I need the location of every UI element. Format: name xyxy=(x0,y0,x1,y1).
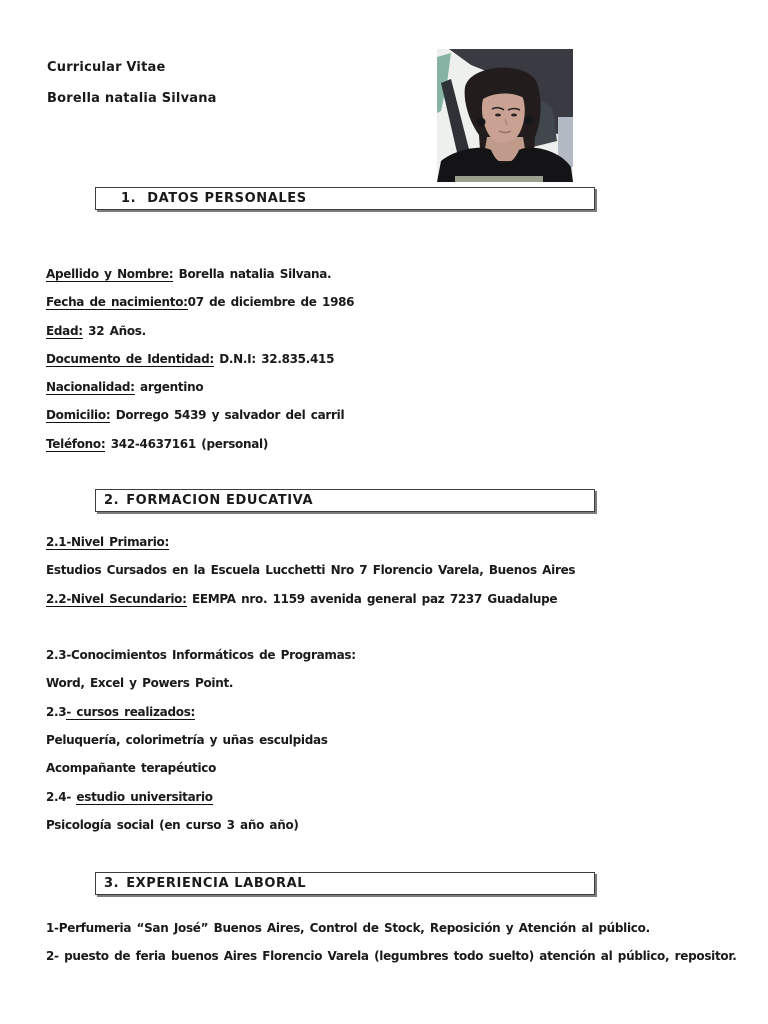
personal-field-row xyxy=(46,373,354,401)
field-label: Nacionalidad: xyxy=(46,380,135,395)
plain-text: 2.3 xyxy=(46,704,67,719)
section-title: EXPERIENCIA LABORAL xyxy=(126,876,307,891)
section-title: FORMACION EDUCATIVA xyxy=(126,493,314,508)
plain-text: 1-Perfumeria “San José” Buenos Aires, Control de Stock, Reposición y Atención al público. xyxy=(46,921,650,935)
author-name: Borella natalia Silvana xyxy=(47,91,217,106)
plain-text: 2.4- xyxy=(46,789,77,804)
section-number: 3. xyxy=(104,876,120,891)
text-line xyxy=(46,754,575,782)
personal-field-row xyxy=(46,345,354,373)
left-earring xyxy=(477,118,486,127)
text-line xyxy=(46,726,575,754)
personal-field-row xyxy=(46,317,354,345)
plain-text: Estudios Cursados en la Escuela Lucchetti Nro 7 Florencio Varela, Buenos Aires xyxy=(46,563,576,578)
underlined-text: - cursos realizados: xyxy=(66,704,196,719)
text-line xyxy=(46,641,575,669)
field-value: Borella natalia Silvana. xyxy=(173,267,332,281)
plain-text: EEMPA nro. 1159 avenida general paz 7237 Guadalupe xyxy=(186,591,558,606)
text-line xyxy=(46,942,737,970)
plain-text: Word, Excel y Powers Point. xyxy=(46,676,234,691)
personal-fields xyxy=(46,260,354,458)
portrait-photo-illustration xyxy=(437,49,573,182)
field-value: 32 Años. xyxy=(82,323,146,338)
underlined-text: 2.1-Nivel Primario: xyxy=(46,535,169,549)
section-title: DATOS PERSONALES xyxy=(147,191,307,206)
left-eye xyxy=(495,114,501,117)
field-value: Dorrego 5439 y salvador del carril xyxy=(110,408,345,423)
field-label: Fecha de nacimiento: xyxy=(46,295,188,310)
plain-text: Psicología social (en curso 3 año año) xyxy=(46,817,299,832)
seat-strip xyxy=(455,176,543,182)
underlined-text: estudio universitario xyxy=(76,789,213,804)
field-label: Edad: xyxy=(46,323,83,338)
field-value: argentino xyxy=(134,380,204,395)
personal-field-row xyxy=(46,430,354,458)
underlined-text: 2.2-Nivel Secundario: xyxy=(46,591,187,606)
portrait-photo xyxy=(437,49,573,182)
right-eye xyxy=(511,114,517,117)
text-line xyxy=(46,698,575,726)
experience-lines xyxy=(46,914,737,971)
personal-field-row xyxy=(46,260,354,288)
text-line xyxy=(46,669,575,697)
section-header-formacion-educativa xyxy=(95,489,595,512)
text-line xyxy=(46,914,737,942)
section-number: 1. xyxy=(121,191,137,206)
text-line xyxy=(46,585,575,613)
field-value: 07 de diciembre de 1986 xyxy=(187,295,355,310)
text-line xyxy=(46,528,575,556)
right-earring xyxy=(525,116,534,125)
document-title: Curricular Vitae xyxy=(47,60,166,75)
section-number: 2. xyxy=(104,493,120,508)
plain-text: 2- puesto de feria buenos Aires Florencio Varela (legumbres todo suelto) atención al público, repositor. xyxy=(46,949,737,964)
plain-text: 2.3-Conocimientos Informáticos de Programas: xyxy=(46,648,356,663)
section-header-experiencia-laboral xyxy=(95,872,595,895)
field-label: Domicilio: xyxy=(46,408,111,423)
personal-field-row xyxy=(46,401,354,429)
text-line xyxy=(46,613,575,641)
text-line xyxy=(46,556,575,584)
field-label: Apellido y Nombre: xyxy=(46,267,174,281)
field-label: Teléfono: xyxy=(46,436,106,451)
text-line xyxy=(46,783,575,811)
text-line xyxy=(46,811,575,839)
field-label: Documento de Identidad: xyxy=(46,351,214,366)
field-value: 342-4637161 (personal) xyxy=(105,436,269,451)
section-header-datos-personales xyxy=(95,187,595,210)
personal-field-row xyxy=(46,288,354,316)
education-lines xyxy=(46,528,575,839)
plain-text: Acompañante terapéutico xyxy=(46,761,217,776)
field-value: D.N.I: 32.835.415 xyxy=(213,351,335,366)
plain-text: Peluquería, colorimetría y uñas esculpidas xyxy=(46,733,328,748)
